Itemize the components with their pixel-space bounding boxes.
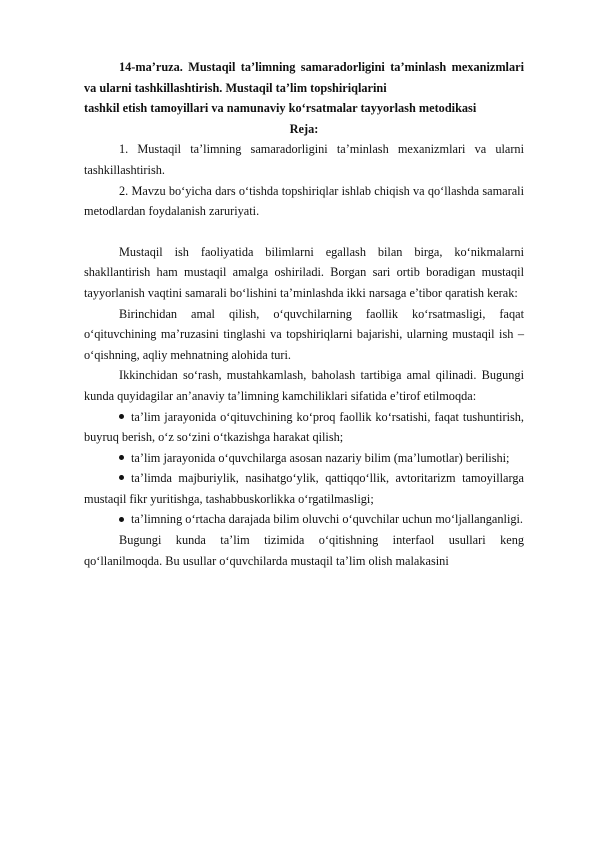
bullet-text-3: ta’limda majburiylik, nasihatgo‘ylik, qattiqqo‘llik, avtoritarizm tamoyillarga mustaqil fikr yuritishga, tashabbuskorlikka o‘rgatilmasligi; [84, 471, 524, 506]
bullet-text-4: ta’limning o‘rtacha darajada bilim oluvchi o‘quvchilar uchun mo‘ljallanganligi. [131, 512, 524, 527]
bullet-icon [119, 455, 124, 460]
bullet-item-4 [84, 509, 524, 530]
bullet-item-1 [84, 407, 524, 448]
bullet-item-3 [84, 468, 524, 509]
lecture-title-last-line: tashkil etish tamoyillari va namunaviy ko‘rsatmalar tayyorlash metodikasi [84, 101, 477, 116]
bullet-icon [119, 475, 124, 480]
plan-item-2: 2. Mavzu bo‘yicha dars o‘tishda topshiriqlar ishlab chiqish va qo‘llashda samarali metodlardan foydalanish zaruriyati. [84, 183, 524, 219]
body-paragraph-1: Mustaqil ish faoliyatida bilimlarni egallash bilan birga, ko‘nikmalarni shakllantirish ham mustaqil amalga oshiriladi. Borgan sari ortib boradigan mustaqil tayyorlanish vaqtini samarali bo‘lishini ta’minlashda ikki narsaga e’tibor qaratish kerak: [84, 244, 524, 300]
lecture-title: 14-ma’ruza. Mustaqil ta’limning samaradorligini ta’minlash mexanizmlari va ularni tashkillashtirish. Mustaqil ta’lim topshiriqlarini [84, 60, 524, 95]
bullet-text-2: ta’lim jarayonida o‘quvchilarga asosan nazariy bilim (ma’lumotlar) berilishi; [131, 450, 510, 465]
body-paragraph-4: Bugungi kunda ta’lim tizimida o‘qitishning interfaol usullari keng qo‘llanilmoqda. Bu usullar o‘quvchilarda mustaqil ta’lim olish malakasini [84, 533, 524, 568]
bullet-icon [119, 517, 124, 522]
body-paragraph-2: Birinchidan amal qilish, o‘quvchilarning faollik ko‘rsatmasligi, faqat o‘qituvchining ma’ruzasini tinglashi va topshiriqlarni bajarishi, ularning mustaqil ish – o‘qishning, aqliy mehnatning alohida turi. [84, 306, 524, 362]
bullet-icon [119, 414, 124, 419]
body-paragraph-3: Ikkinchidan so‘rash, mustahkamlash, baholash tartibiga amal qilinadi. Bugungi kunda quyidagilar an’anaviy ta’limning kamchiliklari sifatida e’tirof etilmoqda: [84, 368, 524, 403]
bullet-item-2 [84, 448, 524, 469]
plan-heading: Reja: [289, 121, 319, 136]
plan-item-1: 1. Mustaqil ta’limning samaradorligini ta’minlash mexanizmlari va ularni tashkillashtirish. [84, 142, 524, 177]
bullet-text-1: ta’lim jarayonida o‘qituvchining ko‘proq faollik ko‘rsatishi, faqat tushuntirish, buyruq berish, o‘z so‘zini o‘tkazishga harakat qilish; [84, 409, 524, 445]
document-page [84, 57, 524, 571]
paragraph-spacer [84, 222, 524, 242]
